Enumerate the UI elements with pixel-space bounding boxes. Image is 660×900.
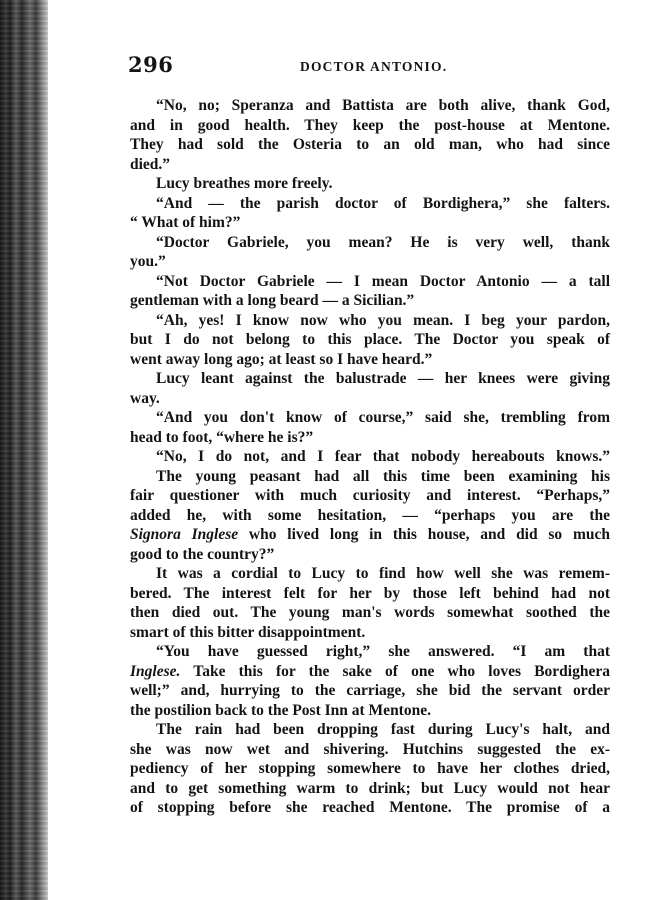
- text-line: died.”: [130, 155, 171, 173]
- page-number: 296: [128, 52, 174, 77]
- text-line: added he, with some hesitation, — “perhaps you are the: [130, 506, 610, 524]
- text-line-rest: Take this for the sake of one who loves Bordighera: [180, 662, 610, 680]
- text-line: you.”: [130, 253, 166, 270]
- text-line: she was now wet and shivering. Hutchins suggested the ex-: [130, 740, 610, 758]
- text-line: “No, no; Speranza and Battista are both alive, thank God,: [156, 97, 610, 114]
- text-line: pediency of her stopping somewhere to have her clothes dried,: [130, 760, 610, 777]
- text-line: “No, I do not, and I fear that nobody hereabouts knows.”: [156, 448, 610, 465]
- text-line-rest: who lived long in this house, and did so much: [238, 526, 610, 543]
- text-line: Lucy breathes more freely.: [156, 175, 333, 192]
- text-line: “Doctor Gabriele, you mean? He is very well, thank: [156, 233, 610, 251]
- text-line: [130, 525, 610, 545]
- running-head: DOCTOR ANTONIO.: [300, 59, 448, 74]
- italic-phrase: Signora Inglese: [130, 526, 239, 543]
- text-line: “ What of him?”: [130, 214, 241, 231]
- text-line: It was a cordial to Lucy to find how well she was remem-: [156, 565, 610, 582]
- text-line: [130, 662, 610, 682]
- text-line: went away long ago; at least so I have heard.”: [130, 350, 433, 368]
- text-line: Lucy leant against the balustrade — her knees were giving: [156, 370, 610, 387]
- text-line: The young peasant had all this time been examining his: [156, 467, 610, 485]
- text-line: smart of this bitter disappointment.: [130, 623, 366, 641]
- text-line: “And — the parish doctor of Bordighera,” she falters.: [156, 194, 610, 212]
- text-line: well;” and, hurrying to the carriage, she bid the servant order: [130, 682, 610, 699]
- text-line: “And you don't know of course,” said she, trembling from: [156, 409, 610, 426]
- body-text: [130, 96, 610, 818]
- text-line: gentleman with a long beard — a Sicilian.”: [130, 292, 415, 309]
- text-line: “Not Doctor Gabriele — I mean Doctor Antonio — a tall: [156, 272, 610, 290]
- italic-phrase: Inglese.: [130, 662, 181, 680]
- text-line: but I do not belong to this place. The Doctor you speak of: [130, 331, 610, 348]
- text-line: and to get something warm to drink; but Lucy would not hear: [130, 779, 610, 797]
- text-line: the postilion back to the Post Inn at Mentone.: [130, 701, 431, 719]
- text-line: head to foot, “where he is?”: [130, 428, 314, 446]
- text-line: bered. The interest felt for her by those left behind had not: [130, 584, 610, 602]
- text-line: “Ah, yes! I know now who you mean. I beg your pardon,: [156, 311, 610, 329]
- text-line: They had sold the Osteria to an old man, who had since: [130, 136, 610, 153]
- text-line: “You have guessed right,” she answered. “I am that: [156, 643, 610, 660]
- text-line: fair questioner with much curiosity and interest. “Perhaps,”: [130, 487, 610, 504]
- text-line: of stopping before she reached Mentone. The promise of a: [130, 799, 610, 816]
- text-line: The rain had been dropping fast during Lucy's halt, and: [156, 721, 610, 738]
- text-line: then died out. The young man's words somewhat soothed the: [130, 604, 610, 621]
- text-line: and in good health. They keep the post-house at Mentone.: [130, 116, 610, 134]
- text-line: way.: [130, 389, 160, 407]
- text-line: good to the country?”: [130, 545, 275, 563]
